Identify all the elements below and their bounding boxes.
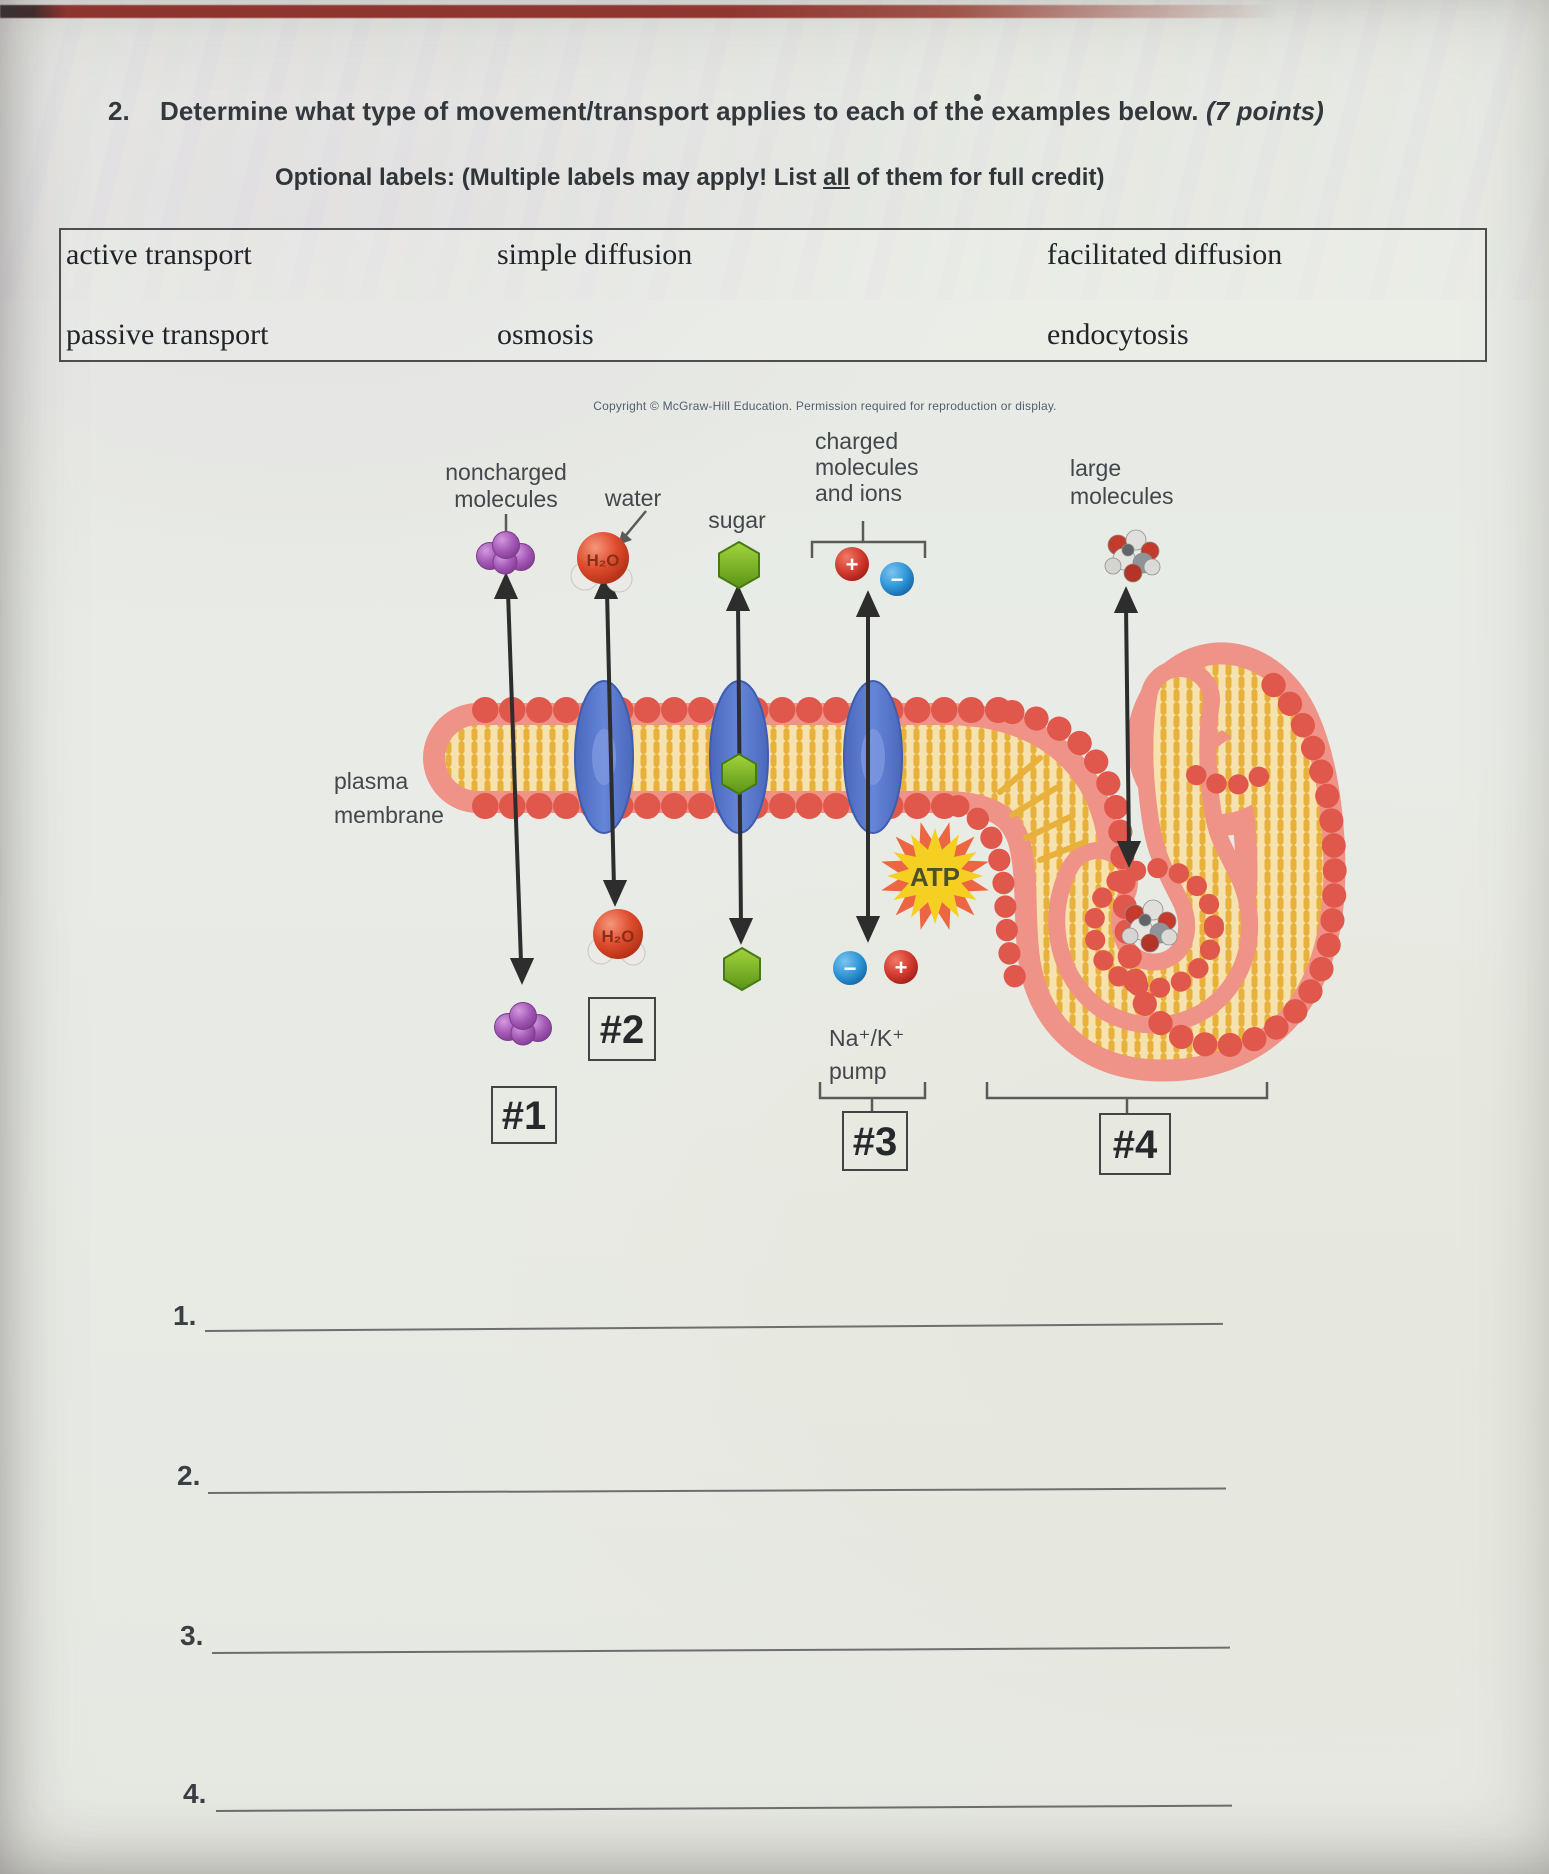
bank-item-facilitated-diffusion: facilitated diffusion: [1047, 238, 1283, 271]
sugar-hexagon-top: [719, 542, 759, 588]
label-large-line2: molecules: [1070, 483, 1174, 509]
large-molecule-top: [1105, 530, 1160, 582]
label-pump-line1: Na⁺/K⁺: [829, 1025, 905, 1051]
arrowhead-down-icon: [732, 920, 750, 940]
answer2-number: 2.: [177, 1460, 201, 1491]
membrane-transport-diagram: [280, 386, 1440, 1196]
bank-item-endocytosis: endocytosis: [1047, 318, 1189, 351]
marker2-label: #2: [599, 1008, 645, 1052]
charged-ions-bracket: [812, 521, 925, 558]
marker4-bracket: [987, 1082, 1267, 1114]
answer3-blank-line: [212, 1647, 1230, 1654]
arrowhead-down-icon: [859, 918, 877, 938]
water-molecule-bottom: [588, 909, 645, 965]
label-charged-line2: molecules: [815, 454, 919, 480]
arrowhead-up-icon: [859, 595, 877, 615]
marker3-bracket: [820, 1082, 925, 1112]
ion-negative-top: [880, 562, 914, 596]
answer4-blank-line: [216, 1805, 1232, 1812]
label-charged-line3: and ions: [815, 480, 902, 506]
ion-positive-bottom: [884, 950, 918, 984]
question-header: [108, 96, 1324, 127]
bank-item-active-transport: active transport: [66, 238, 252, 271]
arrowhead-down-icon: [606, 882, 624, 902]
answer3-number: 3.: [180, 1620, 204, 1651]
label-pump-line2: pump: [829, 1058, 887, 1084]
question-points: (7 points): [1205, 96, 1324, 126]
large-molecule-in-vesicle: [1122, 900, 1177, 952]
answer4-number: 4.: [183, 1778, 207, 1809]
h2o-label: H₂O: [586, 551, 620, 570]
optional-underlined-all: all: [823, 164, 850, 191]
optional-bold-post: of them for full credit): [849, 164, 1105, 191]
optional-prefix: Optional labels:: [275, 164, 462, 191]
answer1-number: 1.: [173, 1300, 197, 1331]
label-large-line1: large: [1070, 455, 1122, 481]
scan-edge-red-bar: [0, 5, 1330, 18]
marker3-label: #3: [852, 1120, 898, 1164]
label-sugar: sugar: [708, 507, 766, 533]
sugar-hexagon-in-channel: [722, 754, 756, 794]
arrowhead-up-icon: [729, 589, 747, 609]
label-charged-line1: charged: [815, 428, 899, 454]
arrowhead-up-icon: [497, 577, 515, 597]
h2o-label: H₂O: [601, 927, 635, 946]
answer1-blank-line: [205, 1323, 1223, 1332]
marker1-label: #1: [501, 1094, 547, 1138]
label-water: water: [604, 485, 662, 511]
label-plasma-line1: plasma: [334, 768, 409, 794]
label-plasma-line2: membrane: [334, 802, 444, 828]
answer2-blank-line: [208, 1488, 1226, 1494]
question-text: Determine what type of movement/transport applies to each of the examples below.: [160, 96, 1206, 126]
optional-labels-line: [275, 164, 1104, 192]
noncharged-molecule-bottom: [495, 1003, 552, 1046]
optional-bold-pre: (Multiple labels may apply! List: [461, 164, 824, 191]
ion-negative-bottom: [833, 951, 867, 985]
question-number: 2.: [108, 96, 130, 126]
minus-sign: −: [890, 567, 904, 592]
plus-sign: +: [845, 552, 859, 577]
bank-item-osmosis: osmosis: [497, 318, 594, 351]
bank-item-passive-transport: passive transport: [66, 318, 269, 351]
pump-pore: [861, 729, 885, 785]
label-noncharged-line1: noncharged: [445, 459, 567, 485]
atp-label: ATP: [909, 862, 961, 892]
plus-sign: +: [894, 955, 908, 980]
noncharged-molecule-top: [477, 532, 535, 575]
marker4-label: #4: [1112, 1123, 1158, 1167]
minus-sign: −: [843, 956, 857, 981]
arrowhead-up-icon: [1117, 591, 1135, 611]
figure-copyright: Copyright © McGraw-Hill Education. Permission required for reproduction or display.: [593, 399, 1057, 413]
ion-positive-top: [835, 547, 869, 581]
sugar-hexagon-bottom: [724, 948, 760, 990]
arrowhead-down-icon: [513, 960, 531, 980]
bank-item-simple-diffusion: simple diffusion: [497, 238, 693, 271]
label-noncharged-line2: molecules: [454, 486, 558, 512]
